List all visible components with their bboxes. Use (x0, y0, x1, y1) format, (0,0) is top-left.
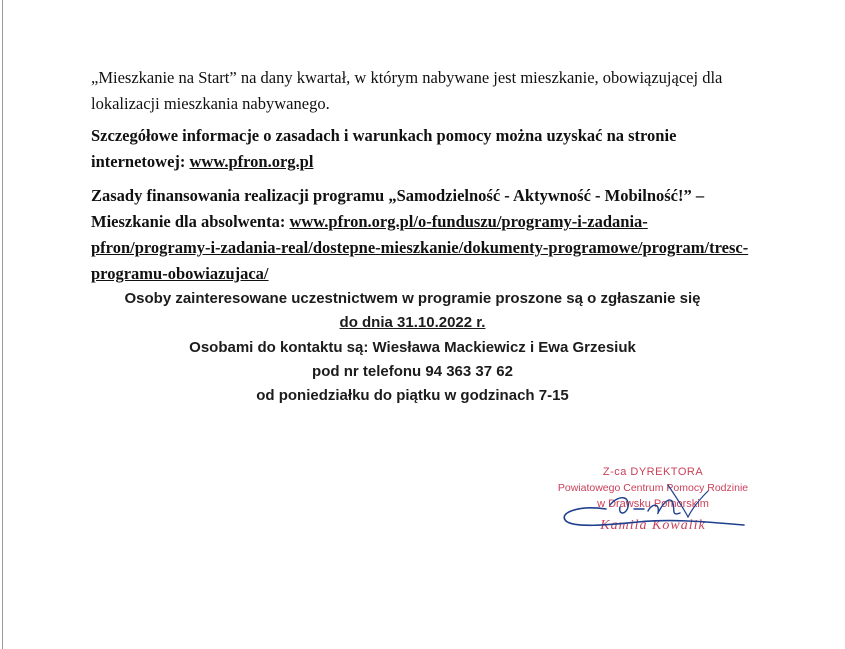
paragraph3-text: Zasady finansowania realizacji programu „Samodzielność - Aktywność - Mobilność!” – Mieszkanie dla absolwenta: (91, 186, 705, 231)
page-edge (2, 0, 3, 649)
stamp-institution: Powiatowego Centrum Pomocy Rodzinie (557, 482, 749, 494)
contact-phone: pod nr telefonu 94 363 37 62 (312, 363, 513, 380)
stamp-location: w Drawsku Pomorskim (597, 498, 709, 510)
paragraph1-text: „Mieszkanie na Start” na dany kwartał, w którym nabywane jest mieszkanie, obowiązującej dla lokalizacji mieszkania nabywanego. (91, 68, 723, 113)
stamp-title: Z-ca DYREKTORA (602, 466, 704, 478)
official-stamp (548, 465, 758, 545)
pfron-homepage-link[interactable]: www.pfron.org.pl (189, 152, 314, 171)
stamp-name: Kamila Kowalik (600, 518, 706, 533)
deadline-text: do dnia 31.10.2022 r. (339, 314, 486, 331)
contact-deadline (95, 311, 730, 335)
contact-hours: od poniedziałku do piątku w godzinach 7-15 (256, 387, 569, 404)
paragraph-mieszkanie-na-start (91, 65, 751, 117)
program-document-link[interactable]: www.pfron.org.pl/o-funduszu/programy-i-zadania-pfron/programy-i-zadania-real/dostepne-mieszkanie/dokumenty-programowe/program/tresc-programu-obowiazujaca/ (91, 212, 749, 283)
paragraph-financing-rules (91, 183, 751, 287)
paragraph-details-info (91, 123, 751, 175)
handwritten-signature (548, 465, 758, 545)
contact-line-registration: Osoby zainteresowane uczestnictwem w programie proszone są o zgłaszanie się (124, 290, 701, 307)
paragraph2-text: Szczegółowe informacje o zasadach i warunkach pomocy można uzyskać na stronie internetowej: (91, 126, 677, 171)
contact-persons: Osobami do kontaktu są: Wiesława Mackiewicz i Ewa Grzesiuk (189, 339, 636, 356)
